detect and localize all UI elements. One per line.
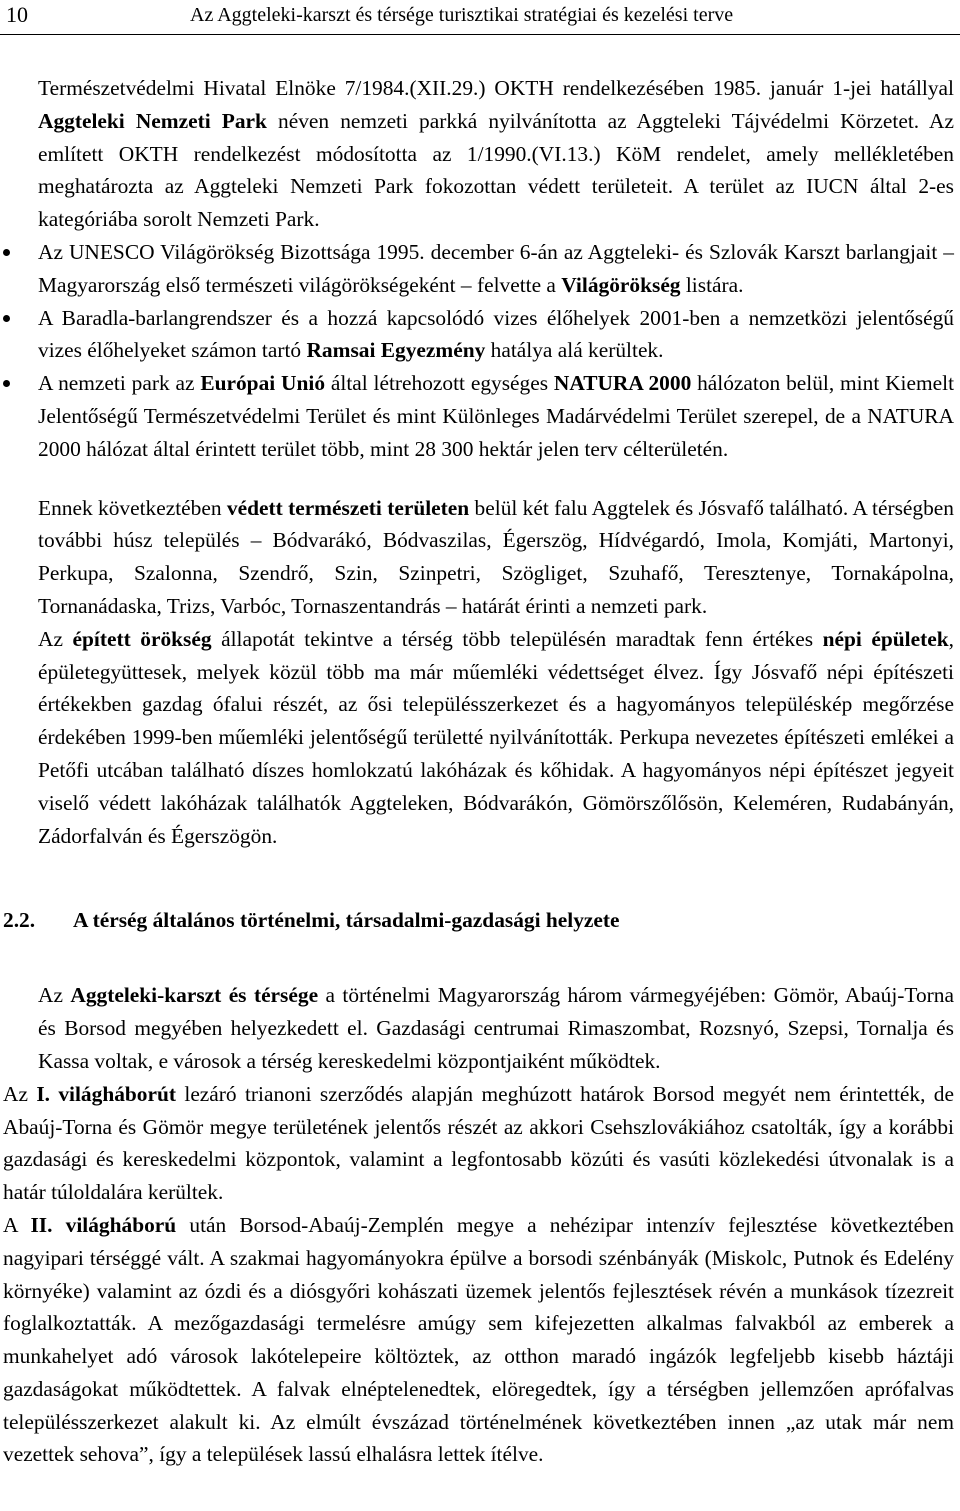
bold-run: védett természeti területen (226, 495, 470, 520)
text-run: hálózaton belül, mint Kiemelt Jelentőségű Természetvédelmi Terület és mint Különleges Madárvédelmi Terület szerepel, de a NATURA 2000 hálózat által érintett terület több, mint 28 300 hektár jelen terv célterületén. (38, 371, 955, 461)
header-title: Az Aggteleki-karszt és térsége turisztikai stratégiai és kezelési terve (190, 4, 734, 26)
bullet-item (0, 302, 960, 368)
bold-run: Aggteleki-karszt és térsége (70, 983, 319, 1008)
text-run: Ennek következtében (38, 495, 227, 520)
text-run: belül két falu Aggtelek és Jósvafő található. A térségben további húsz település – Bódvarákó, Bódvaszilas, Égerszög, Hídvégardó, Imola, Komjáti, Martonyi, Perkupa, Szalonna, Szendrő, Szin, Szinpetri, Szögliget, Szuhafő, Teresztenye, Tornakápolna, Tornanádaska, Trizs, Varbóc, Tornaszentandrás – határát érinti a nemzeti park. (38, 495, 954, 618)
paragraph-built-heritage (0, 623, 960, 853)
bold-run: Aggteleki Nemzeti Park (38, 108, 267, 133)
bold-run: épített örökség (72, 626, 212, 651)
paragraph-history-2 (0, 1078, 960, 1209)
text-run: Az (38, 626, 73, 651)
bullet-icon (3, 315, 10, 322)
paragraph-protected-area (0, 492, 960, 623)
bold-run: Ramsai Egyezmény (306, 338, 486, 363)
text-run: után Borsod-Abaúj-Zemplén megye a nehézipar intenzív fejlesztése következtében nagyipari térséggé vált. A szakmai hagyományokra épülve a borsodi szénbányák (Miskolc, Putnok és Edelény környéke) valamint az ózdi és a diósgyőri kohászati üzemek jelentős fejlesztések révén a munkások tízezreit foglalkoztatták. A mezőgazdasági termelésre amúgy sem kifejezetten alkalmas falvakból az emberek a munkahelyet adó városok lakótelepeire költöztek, az otthon maradó ingázók legfeljebb kisebb háztáji gazdaságokat működtettek. A falvak elnéptelenedtek, elöregedtek, így a térségben jellemzően aprófalvas településszerkezet alakult ki. Az elmúlt évszázad történelmének következtében innen „az utak már nem vezettek sehova”, így a települések lassú elhalásra lettek ítélve. (3, 1212, 954, 1467)
text-run: , épületegyüttesek, melyek közül több ma már műemléki védettséget élvez. Így Jósvafő népi építészeti értékekben gazdag ófalui részét, az ősi településszerkezet és a hagyományos településkép megőrzése érdekében 1999-ben műemléki jelentőségű területté nyilvánították. Perkupa nevezetes építészeti emlékei a Petőfi utcában található díszes homlokzatú lakóházak és kőhidak. A hagyományos népi építészet jegyeit viselő védett lakóházak találhatók Aggteleken, Bódvarákón, Gömörszőlősön, Keleméren, Rudabányán, Zádorfalván és Égerszögön. (38, 626, 954, 848)
text-run: hatálya alá kerültek. (485, 338, 664, 363)
bold-run: Világörökség (561, 272, 681, 297)
section-number: 2.2. (3, 908, 36, 933)
bullet-icon (3, 380, 10, 387)
text-run: listára. (680, 272, 744, 297)
intro-continuation (0, 72, 960, 236)
text-run: néven nemzeti parkká nyilvánította az Aggteleki Tájvédelmi Körzetet. Az említett OKTH rendelkezést módosította az 1/1990.(VI.13.) KöM rendelet, amely mellékletében meghatározta az Aggteleki Nemzeti Park fokozottan védett területeit. A terület az IUCN által 2-es kategóriába sorolt Nemzeti Park. (38, 108, 954, 232)
bold-run: II. világháború (30, 1212, 177, 1237)
section-heading (0, 904, 960, 937)
bullet-item (0, 236, 960, 302)
text-run: lezáró trianoni szerződés alapján meghúzott határok Borsod megyét nem érintették, de Abaúj-Torna és Gömör megye területének jelentős részét az akkori Csehszlovákiához csatolták, így a korábbi gazdasági és kereskedelmi központok, valamint a legfontosabb közúti és vasúti közlekedési útvonalak is a határ túloldalára kerültek. (3, 1081, 954, 1205)
text-run: Az UNESCO Világörökség Bizottsága 1995. december 6-án az Aggteleki- és Szlovák Karszt barlangjait – Magyarország első természeti világörökségeként – felvette a (38, 239, 954, 297)
text-run: a történelmi Magyarország három vármegyéjében: Gömör, Abaúj-Torna és Borsod megyében helyezkedett el. Gazdasági centrumai Rimaszombat, Rozsnyó, Szepsi, Tornalja és Kassa voltak, e városok a térség kereskedelmi központjaiként működtek. (38, 983, 954, 1073)
page-header (0, 0, 960, 35)
bold-run: Európai Unió (200, 371, 326, 396)
text-run: A nemzeti park az (38, 371, 201, 396)
text-run: állapotát tekintve a térség több településén maradtak fenn értékes (211, 626, 823, 651)
text-run: Az (3, 1081, 37, 1106)
paragraph-history-3 (0, 1209, 960, 1471)
section-title: A térség általános történelmi, társadalmi-gazdasági helyzete (73, 908, 620, 933)
document-body (0, 72, 960, 1471)
text-run: Természetvédelmi Hivatal Elnöke 7/1984.(XII.29.) OKTH rendelkezésében 1985. január 1-jei hatállyal (38, 76, 954, 100)
text-run: Az (38, 983, 71, 1008)
bullet-item (0, 367, 960, 465)
page-number: 10 (6, 2, 28, 27)
bold-run: NATURA 2000 (553, 371, 692, 396)
text-run: A (3, 1212, 31, 1237)
bullet-icon (3, 249, 10, 256)
bold-run: népi épületek (822, 626, 949, 651)
text-run: A Baradla-barlangrendszer és a hozzá kapcsolódó vizes élőhelyek 2001-ben a nemzetközi jelentőségű vizes élőhelyeket számon tartó (38, 305, 954, 363)
bold-run: I. világháborút (36, 1081, 177, 1106)
text-run: által létrehozott egységes (325, 371, 554, 396)
paragraph-history-1 (0, 979, 960, 1077)
bullet-list (0, 236, 960, 466)
